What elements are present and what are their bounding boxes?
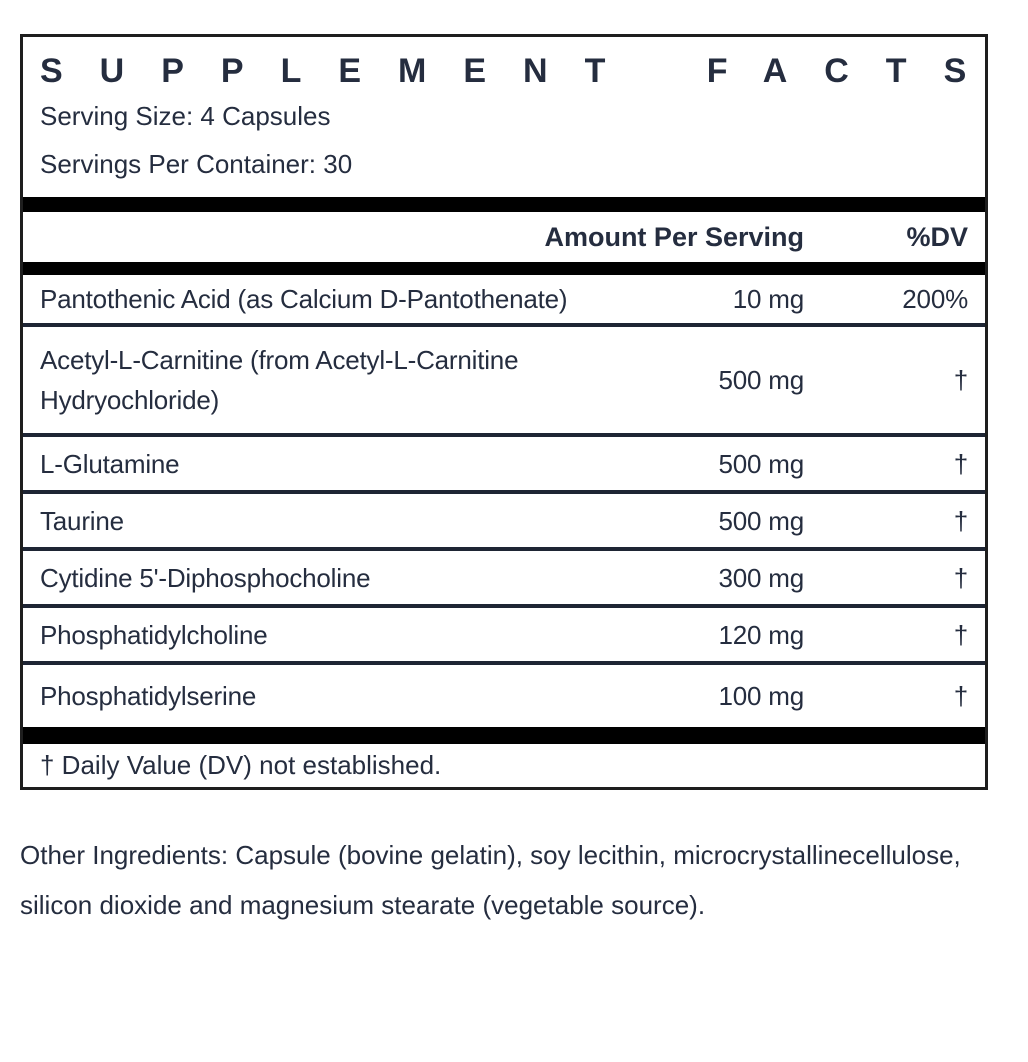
table-header-row — [23, 212, 985, 262]
table-row — [23, 323, 985, 433]
ingredient-name: Phosphatidylcholine — [40, 619, 268, 650]
ingredient-amount: 500 mg — [718, 448, 804, 479]
table-row — [23, 433, 985, 490]
panel-title: SUPPLEMENT FACTS — [40, 52, 1004, 90]
ingredient-name: Cytidine 5'-Diphosphocholine — [40, 562, 371, 593]
divider-bar-bottom — [23, 727, 985, 744]
ingredient-dv: † — [953, 681, 968, 711]
divider-bar-header — [23, 262, 985, 275]
table-row — [23, 604, 985, 661]
table-row — [23, 547, 985, 604]
ingredient-name: Acetyl-L-Carnitine (from Acetyl-L-Carnitine Hydryochloride) — [40, 345, 519, 415]
ingredient-name: Pantothenic Acid (as Calcium D-Pantothenate) — [40, 284, 568, 314]
other-ingredients-text: Other Ingredients: Capsule (bovine gelatin), soy lecithin, microcrystallinecellulose, silicon dioxide and magnesium stearate (vegetable source). — [20, 840, 961, 920]
ingredient-name: Phosphatidylserine — [40, 681, 257, 711]
amount-per-serving-header: Amount Per Serving — [544, 221, 804, 252]
ingredient-dv: † — [953, 448, 968, 479]
footnote-row — [23, 744, 985, 787]
ingredient-dv: † — [953, 619, 968, 650]
ingredient-name: Taurine — [40, 505, 124, 536]
panel-header — [23, 37, 1004, 197]
ingredient-name: L-Glutamine — [40, 448, 180, 479]
table-row — [23, 275, 985, 323]
table-row — [23, 661, 985, 727]
ingredient-dv: † — [953, 562, 968, 593]
ingredient-amount: 500 mg — [718, 505, 804, 536]
ingredient-amount: 500 mg — [718, 365, 804, 395]
table-row — [23, 490, 985, 547]
servings-per-container: Servings Per Container: 30 — [40, 149, 353, 179]
ingredient-dv: † — [953, 365, 968, 395]
ingredient-rows — [23, 275, 985, 727]
ingredient-amount: 300 mg — [718, 562, 804, 593]
dv-header: %DV — [906, 221, 968, 252]
ingredient-amount: 120 mg — [718, 619, 804, 650]
ingredient-amount: 100 mg — [718, 681, 804, 711]
divider-bar-top — [23, 197, 985, 212]
ingredient-amount: 10 mg — [732, 284, 804, 314]
serving-size: Serving Size: 4 Capsules — [40, 101, 331, 131]
supplement-facts-panel — [20, 34, 1004, 790]
ingredient-dv: † — [953, 505, 968, 536]
dv-footnote: † Daily Value (DV) not established. — [40, 750, 442, 780]
ingredient-dv: 200% — [902, 284, 968, 314]
